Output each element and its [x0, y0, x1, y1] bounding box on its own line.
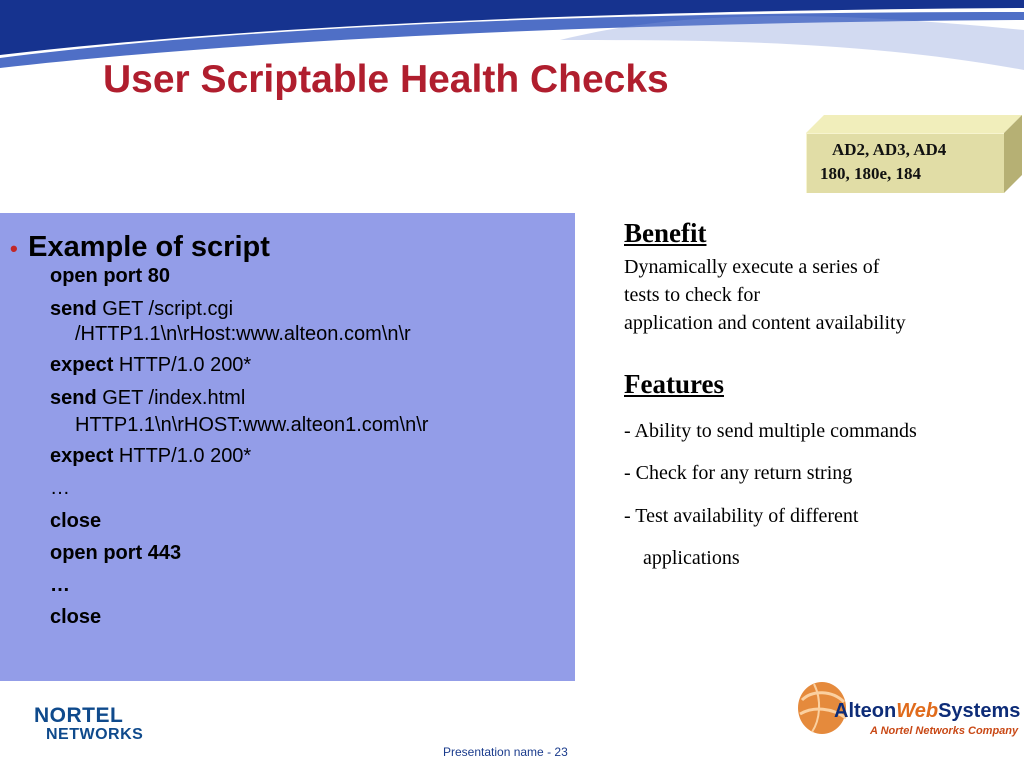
script-line [50, 477, 70, 500]
feature-item: - Check for any return string [624, 462, 853, 484]
footer-presentation-label: Presentation name - 23 [443, 745, 568, 759]
script-line [50, 606, 101, 629]
slide-title: User Scriptable Health Checks [103, 58, 669, 101]
script-text: /HTTP1.1\n\rHost:www.alteon.com\n\r [75, 323, 411, 345]
script-line [50, 265, 170, 288]
script-text: GET /script.cgi [96, 298, 234, 320]
script-line [50, 354, 251, 377]
script-text: HTTP/1.0 200* [113, 354, 252, 376]
alteon-word-1: Alteon [834, 700, 897, 722]
script-line [75, 323, 411, 346]
feature-item: - Ability to send multiple commands [624, 420, 917, 442]
script-line [50, 445, 251, 468]
alteon-wordmark [834, 700, 1020, 723]
script-line [50, 542, 181, 565]
script-text: GET /index.html [96, 387, 246, 409]
bullet-dot-icon: • [10, 236, 18, 261]
script-text: HTTP/1.0 200* [113, 445, 252, 467]
feature-item: - Test availability of different [624, 505, 859, 527]
features-heading: Features [624, 369, 724, 399]
example-heading: Example of script [28, 231, 270, 263]
nortel-logo-line-1: NORTEL [34, 704, 124, 727]
script-keyword: send [50, 298, 97, 320]
nortel-networks-logo [34, 702, 179, 746]
alteon-websystems-logo [792, 670, 1021, 745]
feature-item: applications [643, 547, 740, 569]
benefit-line: tests to check for [624, 284, 761, 306]
script-keyword: send [50, 387, 97, 409]
nortel-logo-line-2: NETWORKS [46, 726, 144, 743]
script-text: HTTP1.1\n\rHOST:www.alteon1.com\n\r [75, 414, 429, 436]
example-bullet-line [10, 231, 270, 264]
script-keyword: close [50, 510, 102, 532]
script-keyword: open port 80 [50, 265, 171, 287]
script-keyword: expect [50, 445, 114, 467]
script-line [50, 298, 233, 321]
alteon-tagline: A Nortel Networks Company [870, 725, 1019, 737]
models-line-1: AD2, AD3, AD4 [832, 140, 947, 159]
benefit-line: application and content availability [624, 312, 906, 334]
models-badge [806, 115, 1022, 193]
script-line [50, 387, 245, 410]
benefit-heading: Benefit [624, 218, 707, 248]
script-line [50, 510, 101, 533]
script-line [50, 574, 70, 597]
script-text: … [50, 477, 70, 499]
script-example-panel [0, 213, 575, 681]
script-line [75, 414, 428, 437]
script-keyword: … [50, 574, 70, 596]
models-badge-top [806, 115, 1022, 133]
alteon-word-2: Web [896, 700, 939, 722]
alteon-word-3: Systems [938, 700, 1021, 722]
script-keyword: close [50, 606, 102, 628]
models-line-2: 180, 180e, 184 [820, 164, 922, 183]
benefit-line: Dynamically execute a series of [624, 256, 880, 278]
script-keyword: expect [50, 354, 114, 376]
script-keyword: open port 443 [50, 542, 182, 564]
